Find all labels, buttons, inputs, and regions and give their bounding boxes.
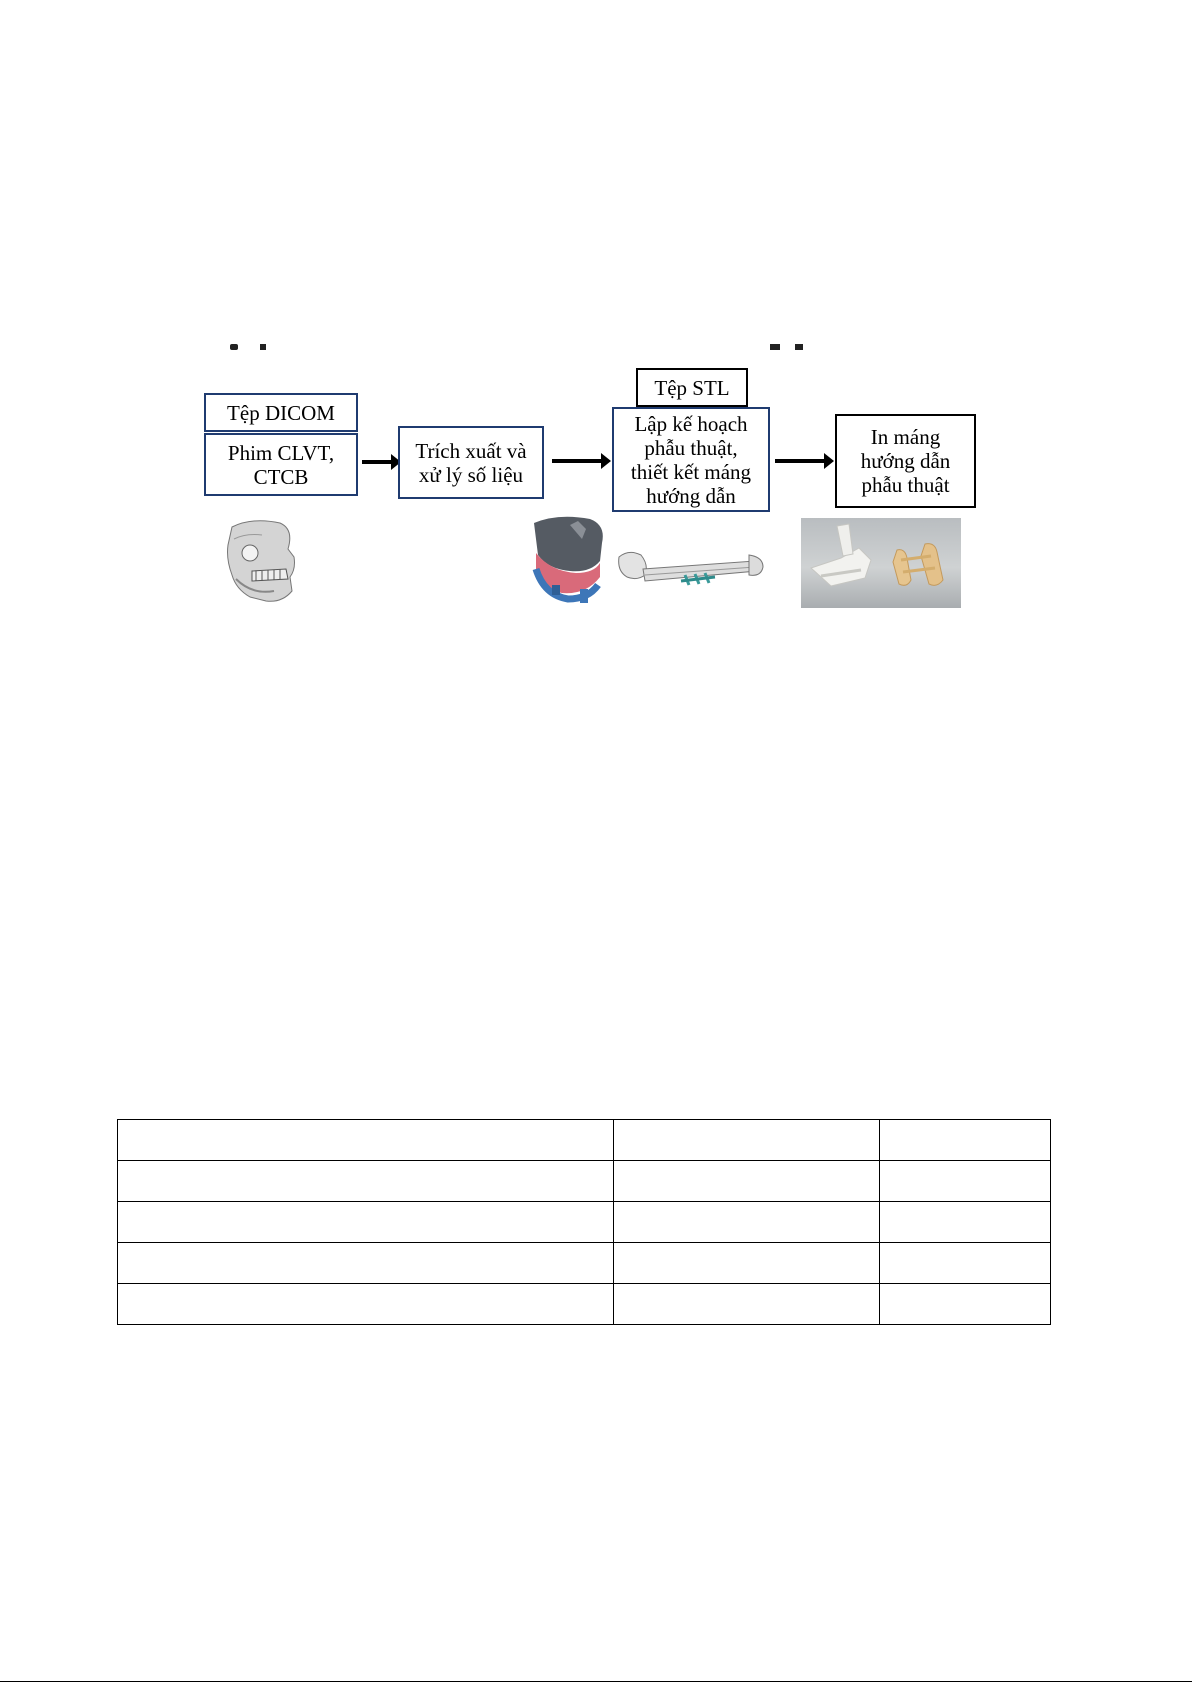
table-row <box>118 1120 1051 1161</box>
table-cell <box>880 1120 1051 1161</box>
table-row <box>118 1161 1051 1202</box>
data-extraction-box <box>398 426 544 499</box>
table-cell <box>614 1161 880 1202</box>
table-cell <box>614 1284 880 1325</box>
surgical-planning-label: Lập kế hoạch phẫu thuật, thiết kết máng hướng dẫn <box>630 411 752 508</box>
table-cell <box>118 1161 614 1202</box>
print-guide-label: In máng hướng dẫn phẫu thuật <box>860 425 951 497</box>
skull-3d-render-image <box>222 519 304 605</box>
table-row <box>118 1243 1051 1284</box>
table-cell <box>880 1161 1051 1202</box>
mandible-planning-render-image <box>530 515 608 605</box>
stl-file-label: Tệp STL <box>654 375 730 400</box>
page-bottom-rule <box>0 1681 1192 1682</box>
table-cell <box>880 1243 1051 1284</box>
table-cell <box>614 1202 880 1243</box>
arrow-2 <box>552 459 601 463</box>
table-cell <box>614 1120 880 1161</box>
table-cell <box>880 1202 1051 1243</box>
arrow-3 <box>775 459 824 463</box>
table-cell <box>880 1284 1051 1325</box>
table-row <box>118 1202 1051 1243</box>
surgical-planning-box <box>612 407 770 512</box>
table-cell <box>118 1243 614 1284</box>
guide-models-graphic <box>801 518 961 608</box>
data-extraction-label: Trích xuất và xử lý số liệu <box>415 438 527 487</box>
table-cell <box>118 1202 614 1243</box>
clipped-text-line <box>230 344 810 352</box>
table-cell <box>118 1284 614 1325</box>
leg-bone-render-image <box>615 545 765 605</box>
stl-file-box <box>636 368 748 407</box>
ct-scan-label: Phim CLVT, CTCB <box>227 440 335 489</box>
dicom-file-label: Tệp DICOM <box>227 400 335 425</box>
dicom-file-box <box>204 393 358 432</box>
table-row <box>118 1284 1051 1325</box>
arrow-1 <box>362 460 391 464</box>
table-cell <box>118 1120 614 1161</box>
ct-scan-box <box>204 433 358 496</box>
empty-table <box>117 1119 1051 1325</box>
printed-surgical-guide-photo <box>801 518 961 608</box>
print-guide-box <box>835 414 976 508</box>
table-cell <box>614 1243 880 1284</box>
